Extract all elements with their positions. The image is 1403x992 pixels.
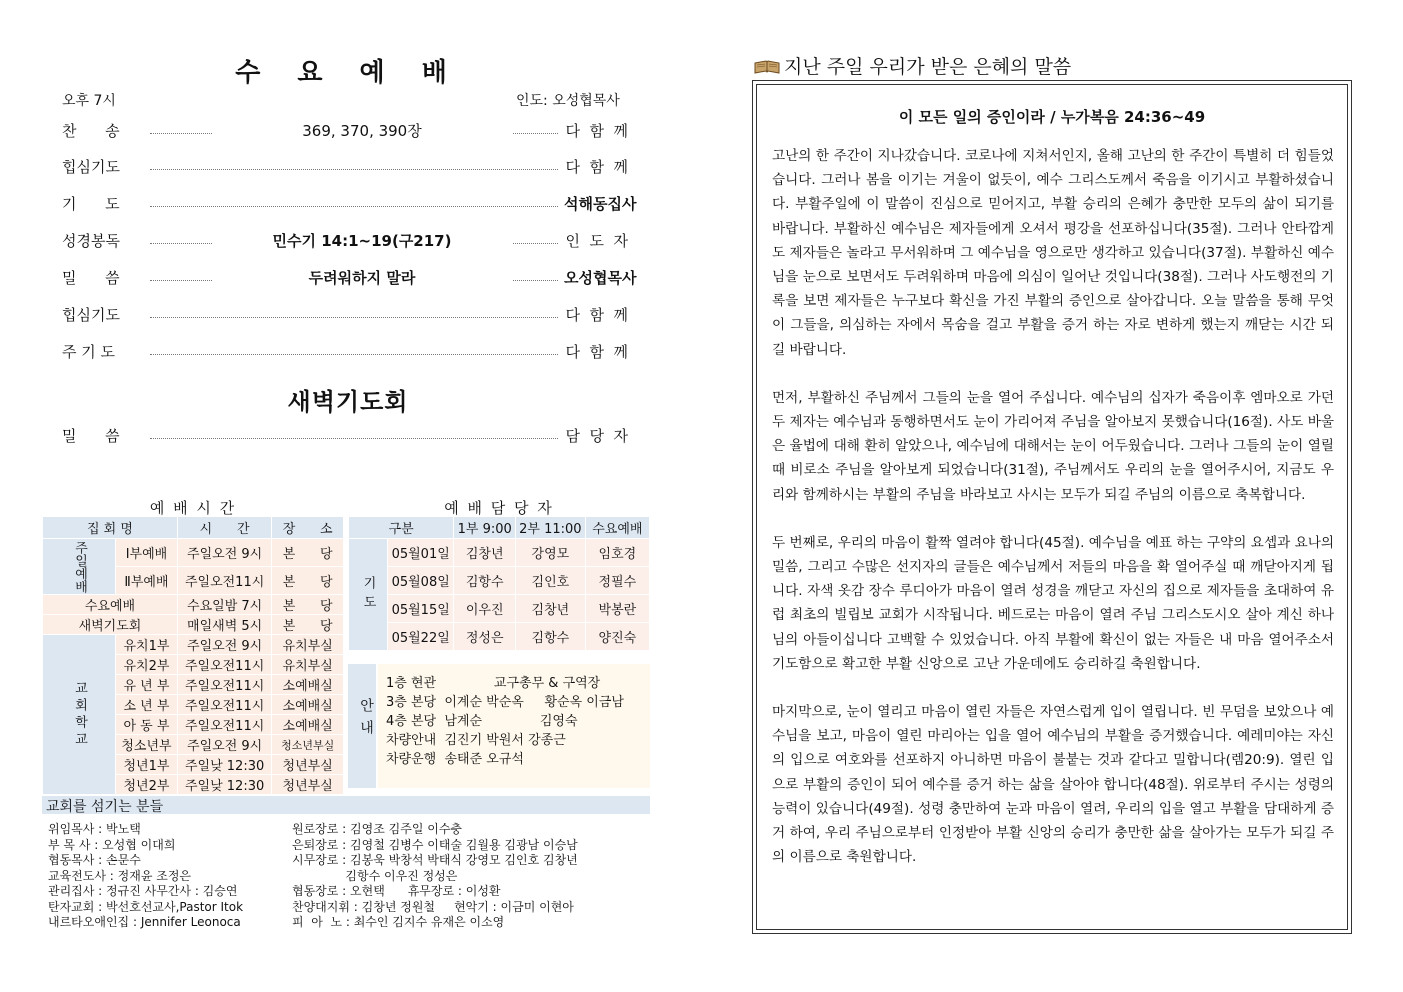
duty-cell: 05월01일 [388, 539, 454, 567]
schedule-cell: 유치2부 [116, 655, 178, 675]
order-content: 민수기 14:1~19(구217) [267, 232, 458, 250]
schedule-cell: 청소년부 [116, 735, 178, 755]
order-person: 다 함 께 [559, 122, 634, 140]
order-label: 주 기 도 [62, 343, 116, 361]
sermon-section-title [754, 52, 1071, 79]
order-row [62, 193, 637, 215]
duty-cell: 정성은 [454, 623, 516, 651]
schedule-title: 예 배 시 간 [149, 499, 237, 517]
schedule-cell: 주일낮 12:30 [177, 755, 271, 775]
schedule-cell: 소예배실 [272, 715, 344, 735]
dawn-person: 담 당 자 [559, 427, 634, 445]
order-person: 오성협목사 [558, 269, 642, 287]
schedule-table [42, 516, 344, 795]
sermon-paragraph: 마지막으로, 눈이 열리고 마음이 열린 자들은 자연스럽게 입이 열립니다. 빈 무덤을 보았으나 예수님을 보고, 마음이 열린 마리아는 입을 열어 예수님의 부활을 증거했습니다. 예레미야는 자신의 입으로 여호와를 선포하지 아니하면 마음이 불붙는 것과 같다고 밀합니다(렘20:9). 열린 입으로 부활의 증인이 되어 예수를 증거 하는 삶을 살아야 합니다(48절). 위로부터 주시는 성령의 능력이 있습니다(49절). 성령 충만하여 눈과 마음이 열려, 우리의 입을 열고 부활을 담대하게 증거 하여, 우리 주님으로부터 인정받아 부활 신앙의 승리가 충만한 삶을 살아가는 모두가 되길 주의 이름으로 축원합니다. [772, 704, 1334, 866]
order-person: 다 함 께 [559, 158, 634, 176]
schedule-cell: 소예배실 [272, 675, 344, 695]
duty-cell: 김인호 [516, 567, 586, 595]
schedule-cell: 청년2부 [116, 775, 178, 795]
order-row [62, 341, 634, 363]
schedule-header: 집 회 명 [43, 517, 178, 539]
prayer-label: 기도 [349, 539, 388, 651]
servants-title: 교회를 섬기는 분들 [42, 796, 650, 814]
schedule-cell: 주일오전 9시 [177, 635, 271, 655]
schedule-cell: 새벽기도회 [43, 615, 178, 635]
order-person: 다 함 께 [559, 343, 634, 361]
duty-cell: 김창년 [516, 595, 586, 623]
service-leader: 인도: 오성협목사 [516, 93, 620, 109]
duty-cell: 05월22일 [388, 623, 454, 651]
service-time: 오후 7시 [62, 93, 116, 109]
duty-cell: 강영모 [516, 539, 586, 567]
dawn-row [62, 425, 634, 447]
info-box [378, 664, 650, 788]
schedule-cell: 수요예배 [43, 595, 178, 615]
schedule-cell: 본 당 [272, 615, 344, 635]
schedule-cell: 청년1부 [116, 755, 178, 775]
sermon-heading: 이 모든 일의 증인이라 / 누가복음 24:36~49 [898, 108, 1206, 126]
duty-table [348, 516, 650, 651]
duty-header: 1부 9:00 [454, 517, 516, 539]
order-label: 밀 씀 [62, 269, 120, 287]
duty-cell: 양진숙 [585, 623, 649, 651]
schedule-cell: 매일새벽 5시 [177, 615, 271, 635]
school-label: 교회학교 [43, 635, 116, 795]
schedule-cell: 주일오전11시 [177, 715, 271, 735]
info-label-cell [348, 664, 376, 788]
dawn-label: 밀 씀 [62, 427, 120, 445]
servants-left: 위임목사 : 박노택 부 목 사 : 오성협 이대희 협동목사 : 손문수 교육전도사 : 정재윤 조정은 관리집사 : 정규진 사무간사 : 김승연 탄자교회 : 박선호선교사,Pastor Itok 내르타오애인집 : Jennifer Leonoca [48, 822, 244, 929]
info-line: 3층 본당 이계순 박순옥 황순옥 이금남 [386, 695, 624, 710]
schedule-cell: 아 동 부 [116, 715, 178, 735]
schedule-cell: 청년부실 [272, 755, 344, 775]
duty-header: 수요예배 [585, 517, 649, 539]
duty-cell: 정필수 [585, 567, 649, 595]
order-label: 힙심기도 [62, 158, 120, 176]
duty-title: 예 배 담 당 자 [444, 499, 554, 517]
info-line: 차량안내 김진기 박원서 강종근 [386, 733, 566, 748]
duty-cell: 박봉란 [585, 595, 649, 623]
schedule-cell: 유치1부 [116, 635, 178, 655]
dawn-title: 새벽기도회 [287, 388, 409, 416]
order-person: 다 함 께 [559, 306, 634, 324]
servants-right: 원로장로 : 김영조 김주일 이수충 은퇴장로 : 김영철 김병수 이태술 김월용 김광남 이승남 시무장로 : 김봉욱 박창석 박태식 강영모 김인호 김창년 김항수 이우진 정성은 협동장로 : 오현택 휴무장로 : 이성환 찬양대지휘 : 김창년 정원철 현악기 : 이금미 이현아 피 아 노 : 최수인 김지수 유재은 이소영 [292, 822, 578, 929]
schedule-header: 장 소 [272, 517, 344, 539]
duty-header: 2부 11:00 [516, 517, 586, 539]
order-row [62, 156, 634, 178]
duty-cell: 김창년 [454, 539, 516, 567]
duty-header: 구분 [349, 517, 454, 539]
order-content: 369, 370, 390장 [296, 122, 427, 140]
schedule-cell: 소예배실 [272, 695, 344, 715]
schedule-cell: 본 당 [272, 567, 344, 595]
info-line: 1층 현관 교구총무 & 구역장 [386, 676, 601, 691]
schedule-cell: 주일오전 9시 [177, 539, 271, 567]
schedule-cell: Ⅱ부예배 [116, 567, 178, 595]
order-row [62, 120, 634, 142]
order-content: 두려워하지 말라 [303, 269, 422, 287]
wednesday-title: 수 요 예 배 [235, 58, 461, 88]
schedule-cell: 유치부실 [272, 655, 344, 675]
duty-cell: 김항수 [516, 623, 586, 651]
sermon-section-title-text: 지난 주일 우리가 받은 은혜의 말씀 [784, 56, 1072, 78]
schedule-cell: 청년부실 [272, 775, 344, 795]
order-person: 석해동집사 [558, 195, 642, 213]
order-person: 인 도 자 [559, 232, 634, 250]
sermon-text [772, 144, 1334, 893]
schedule-cell: 주일오전11시 [177, 567, 271, 595]
order-row [62, 267, 637, 289]
order-label: 힙심기도 [62, 306, 120, 324]
sunday-label: 주일예배 [43, 539, 116, 595]
duty-cell: 05월08일 [388, 567, 454, 595]
schedule-cell: 주일오전11시 [177, 695, 271, 715]
book-icon [754, 59, 780, 75]
schedule-cell: Ⅰ부예배 [116, 539, 178, 567]
order-label: 찬 송 [62, 122, 120, 140]
duty-cell: 임호경 [585, 539, 649, 567]
sermon-paragraph: 두 번째로, 우리의 마음이 활짝 열려야 합니다(45절). 예수님을 예표 하는 구약의 요셉과 요나의 밀씀, 그리고 수많은 선지자의 글들은 예수님께서 저들의 마음을 확 열어주실 때 깨닫아지게 됩니다. 자색 옷감 장수 루디아가 마음이 열려 성경을 깨닫고 자신의 집으로 제자들을 초대하여 유럽 최초의 빌립보 교회가 시작됩니다. 베드로는 마음이 열려 주님 그리스도시오 살아 계신 하나님의 아들이십니다 고백할 수 있었습니다. 아직 부활에 확신이 없는 자들은 내 마음 열어주소서 기도함으로 확고한 부활 신앙으로 고난 가운데에도 승리하길 축원합니다. [772, 534, 1334, 672]
duty-cell: 05월15일 [388, 595, 454, 623]
duty-cell: 이우진 [454, 595, 516, 623]
order-row [62, 304, 634, 326]
order-label: 성경봉독 [62, 232, 120, 250]
schedule-cell: 청소년부실 [272, 735, 344, 755]
schedule-cell: 주일오전11시 [177, 655, 271, 675]
schedule-cell: 유치부실 [272, 635, 344, 655]
sermon-paragraph: 먼저, 부활하신 주님께서 그들의 눈을 열어 주십니다. 예수님의 십자가 죽음이후 엠마오로 가던 두 제자는 예수님과 동행하면서도 눈이 가리어져 주님을 알아보지 못했습니다(16절). 사도 바울은 율법에 대해 환히 알았으나, 예수님에 대해서는 눈이 어두웠습니다. 그러나 그들의 눈이 열릴 때 비로소 주님을 알아보게 되었습니다(31절), 주님께서도 우리의 눈을 열어주시어, 지금도 우리와 함께하시는 부활의 주님을 바라보고 사시는 모두가 되길 주님의 이름으로 축복합니다. [772, 389, 1334, 503]
schedule-cell: 주일오전 9시 [177, 735, 271, 755]
schedule-cell: 수요일밤 7시 [177, 595, 271, 615]
schedule-cell: 주일오전11시 [177, 675, 271, 695]
duty-cell: 김항수 [454, 567, 516, 595]
info-line: 차량운행 송태준 오규석 [386, 752, 524, 767]
order-label: 기 도 [62, 195, 120, 213]
schedule-cell: 본 당 [272, 595, 344, 615]
order-row [62, 230, 634, 252]
schedule-header: 시 간 [177, 517, 271, 539]
schedule-cell: 본 당 [272, 539, 344, 567]
info-line: 4층 본당 남계순 김영숙 [386, 714, 578, 729]
schedule-cell: 주일낮 12:30 [177, 775, 271, 795]
schedule-cell: 소 년 부 [116, 695, 178, 715]
sermon-paragraph: 고난의 한 주간이 지나갔습니다. 코로나에 지쳐서인지, 올해 고난의 한 주간이 특별히 더 힘들었습니다. 그러나 봄을 이기는 겨울이 없듯이, 예수 그리스도께서 죽음을 이기시고 부활하셨습니다. 부활주일에 이 말씀이 진심으로 믿어지고, 부활 승리의 은혜가 충만한 모두의 삶이 되기를 바랍니다. 부활하신 예수님은 제자들에게 오셔서 평강을 선포하십니다(35절). 그러나 안타깝게도 제자들은 놀라고 무서워하며 그 예수님을 영으로만 생각하고 있습니다(37절). 부활하신 예수님을 눈으로 보면서도 두려워하며 마음에 의심이 일어난 것입니다(38절). 그러나 사도행전의 기록을 보면 제자들은 누구보다 확신을 가진 부활의 증인으로 살아갑니다. 오늘 말씀을 통해 무엇이 그들을, 의심하는 자에서 목숨을 걸고 부활을 증거 하는 자로 변하게 했는지 깨닫는 시간 되길 바랍니다. [772, 148, 1334, 358]
schedule-cell: 유 년 부 [116, 675, 178, 695]
info-label: 안내 [358, 698, 374, 742]
